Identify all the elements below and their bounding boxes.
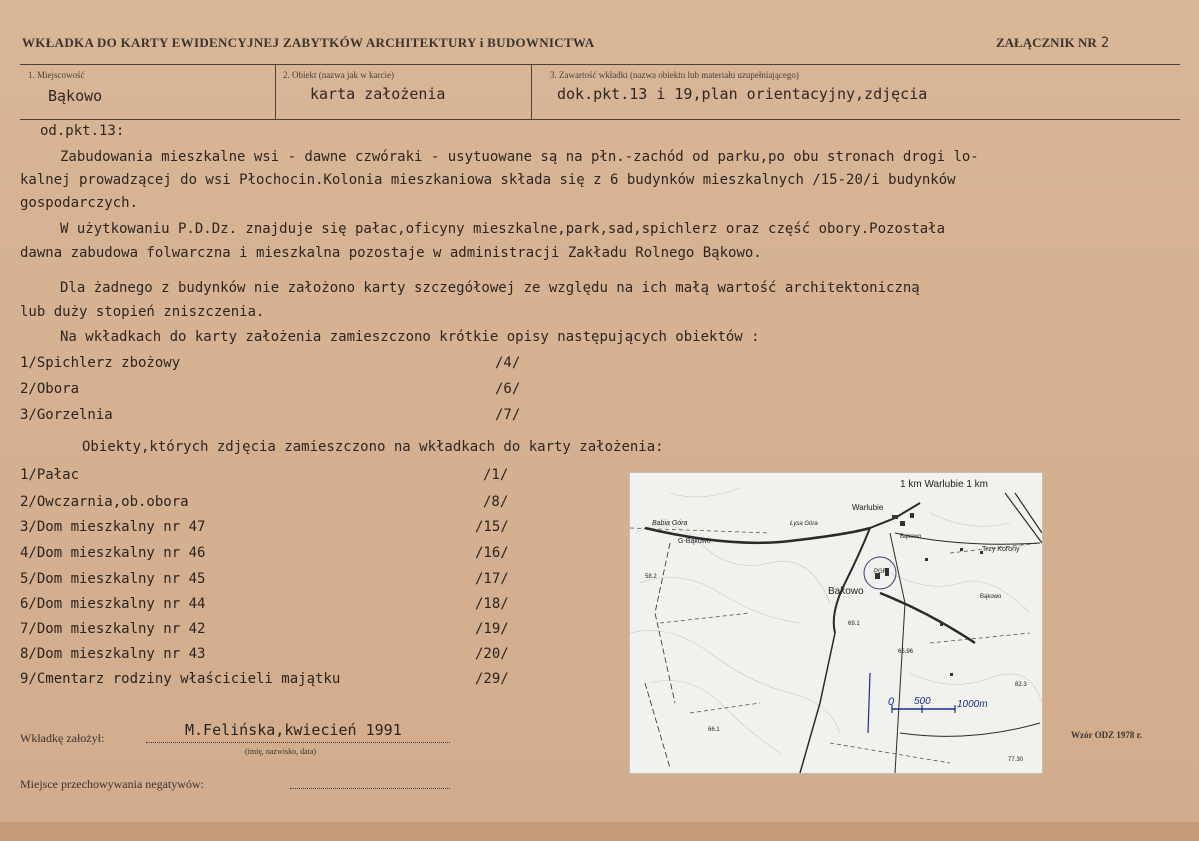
header-bottom-rule — [20, 119, 1180, 120]
map-label-lysa-gora: Łysa Góra — [790, 521, 818, 527]
map-label-pgr: PGR — [874, 569, 888, 575]
map-caption: 1 km Warlubie 1 km — [900, 479, 988, 490]
author-line — [146, 742, 450, 743]
list-item — [20, 621, 509, 637]
list-item-page: /4/ — [495, 355, 521, 371]
list-item-page: /16/ — [475, 545, 509, 561]
list-item-page: /20/ — [475, 646, 509, 662]
paragraph-3-line-1: Dla żadnego z budynków nie założono karty szczegółowej ze względu na ich małą wartość architektoniczną — [60, 280, 920, 296]
list-item-name: 4/Dom mieszkalny nr 46 — [20, 545, 206, 561]
paragraph-3-line-2: lub duży stopień zniszczenia. — [20, 304, 265, 320]
list-item — [20, 646, 509, 662]
list-item-page: /19/ — [475, 621, 509, 637]
list-item-name: 2/Obora — [20, 381, 80, 397]
list-item-page: /17/ — [475, 571, 509, 587]
list-item — [20, 571, 509, 587]
paragraph-4: Na wkładkach do karty założenia zamieszczono krótkie opisy następujących obiektów : — [60, 329, 760, 345]
map-label-bakowo-ne: Bąkowo — [900, 534, 922, 540]
list-item-name: 2/Owczarnia,ob.obora — [20, 494, 189, 510]
list-item — [20, 355, 521, 371]
place-value: Bąkowo — [48, 87, 103, 105]
list-item — [20, 519, 509, 535]
map-spot-height: 58.2 — [645, 574, 657, 580]
attachment-value: 2 — [1100, 35, 1110, 51]
map-label-babia-gora: Babia Góra — [652, 520, 688, 527]
list-item — [20, 381, 521, 397]
attachment-number — [996, 35, 1109, 51]
map-label-bakowo: Bąkowo — [828, 586, 864, 597]
map-spot-height: 69.1 — [848, 621, 860, 627]
list-item-page: /15/ — [475, 519, 509, 535]
map-label-g-bakowo: G-Bąkowo — [678, 538, 711, 545]
section-heading: od.pkt.13: — [40, 123, 125, 139]
map-label-bakowo-east: Bąkowo — [980, 594, 1002, 600]
list-item-name: 1/Pałac — [20, 467, 80, 483]
list-item-page: /8/ — [483, 494, 509, 510]
header-divider-1 — [275, 64, 276, 119]
attachment-label: ZAŁĄCZNIK NR — [996, 35, 1097, 50]
contents-value: dok.pkt.13 i 19,plan orientacyjny,zdjęcia — [557, 85, 928, 103]
list-item-name: 3/Dom mieszkalny nr 47 — [20, 519, 206, 535]
paragraph-1-line-1: Zabudowania mieszkalne wsi - dawne czwóraki - usytuowane są na płn.-zachód od parku,po obu stronach drogi lo- — [60, 149, 979, 165]
list-item-page: /18/ — [475, 596, 509, 612]
orientation-map — [629, 472, 1043, 774]
header-title: WKŁADKA DO KARTY EWIDENCYJNEJ ZABYTKÓW ARCHITEKTURY i BUDOWNICTWA — [22, 35, 595, 50]
card-bottom-edge — [0, 822, 1199, 841]
list-item — [20, 494, 509, 510]
place-label: 1. Miejscowość — [28, 70, 85, 80]
list-item — [20, 671, 509, 687]
map-label-trzy-korony: Trzy Korony — [982, 546, 1020, 553]
list-item-page: /1/ — [483, 467, 509, 483]
author-value: M.Felińska,kwiecień 1991 — [185, 721, 402, 739]
paragraph-2-line-2: dawna zabudowa folwarczna i mieszkalna pozostaje w administracji Zakładu Rolnego Bąkowo. — [20, 245, 762, 261]
list-item-name: 5/Dom mieszkalny nr 45 — [20, 571, 206, 587]
map-spot-height: 65.96 — [898, 649, 914, 655]
list-item — [20, 545, 509, 561]
list-item-page: /6/ — [495, 381, 521, 397]
list-item — [20, 407, 521, 423]
list-item — [20, 467, 509, 483]
paragraph-1-line-3: gospodarczych. — [20, 195, 139, 211]
scale-label-1000: 1000m — [957, 699, 988, 710]
author-hint: (imię, nazwisko, data) — [245, 747, 317, 756]
list-item-page: /29/ — [475, 671, 509, 687]
form-code: Wzór ODZ 1978 r. — [1071, 730, 1142, 740]
header-top-rule — [20, 64, 1180, 65]
map-label-warlubie: Warlubie — [852, 503, 884, 512]
objects-value: karta założenia — [310, 85, 446, 103]
paragraph-5: Obiekty,których zdjęcia zamieszczono na wkładkach do karty założenia: — [82, 439, 664, 455]
objects-label: 2. Obiekt (nazwa jak w karcie) — [283, 70, 394, 80]
paragraph-1-line-2: kalnej prowadzącej do wsi Płochocin.Kolonia mieszkaniowa składa się z 6 budynków mieszkalnych /15-20/i budynków — [20, 172, 956, 188]
map-spot-height: 66.1 — [708, 727, 720, 733]
map-spot-height: 82.3 — [1015, 682, 1027, 688]
header-divider-2 — [531, 64, 532, 119]
list-item-name: 1/Spichlerz zbożowy — [20, 355, 181, 371]
list-item — [20, 596, 509, 612]
scale-label-0: 0 — [888, 696, 895, 708]
map-spot-height: 77.30 — [1008, 757, 1024, 763]
contents-label: 3. Zawartość wkładki (nazwa obiektu lub materiału uzupełniającego) — [550, 70, 799, 80]
list-item-name: 7/Dom mieszkalny nr 42 — [20, 621, 206, 637]
scale-label-500: 500 — [914, 696, 931, 707]
map-drawing — [630, 473, 1042, 773]
author-label: Wkładkę założył: — [20, 731, 105, 745]
list-item-name: 6/Dom mieszkalny nr 44 — [20, 596, 206, 612]
negatives-label: Miejsce przechowywania negatywów: — [20, 777, 204, 791]
list-item-name: 9/Cmentarz rodziny właścicieli majątku — [20, 671, 341, 687]
list-item-name: 3/Gorzelnia — [20, 407, 113, 423]
negatives-line — [290, 788, 450, 789]
list-item-name: 8/Dom mieszkalny nr 43 — [20, 646, 206, 662]
paragraph-2-line-1: W użytkowaniu P.D.Dz. znajduje się pałac,oficyny mieszkalne,park,sad,spichlerz oraz część obory.Pozostała — [60, 221, 946, 237]
list-item-page: /7/ — [495, 407, 521, 423]
